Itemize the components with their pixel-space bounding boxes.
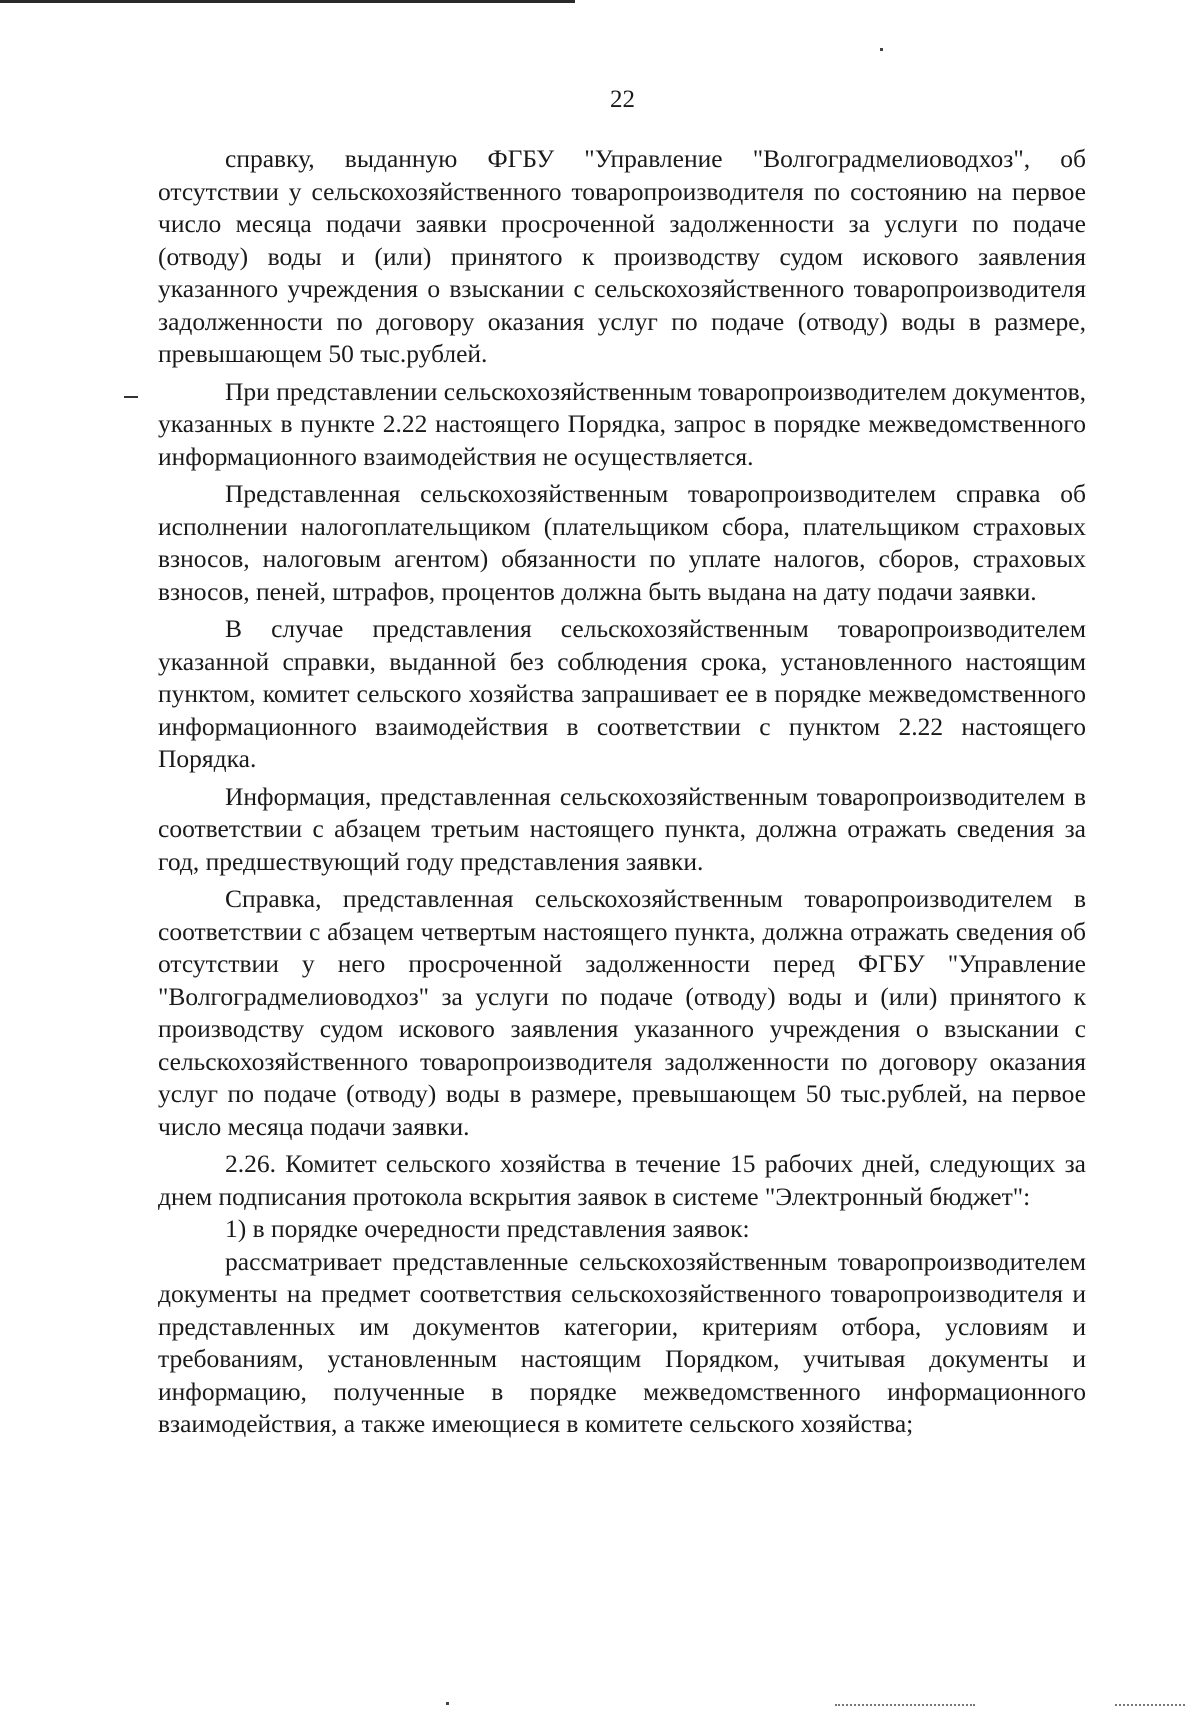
scan-speck xyxy=(880,48,883,51)
paragraph-information-period: Информация, представленная сельскохозяйственным товаропроизводителем в соответствии с абзацем третьим настоящего пункта, должна отражать сведения за год, предшествующий году представления заявки. xyxy=(158,781,1086,876)
paragraph-item-1: 1) в порядке очередности представления заявок: xyxy=(225,1214,750,1243)
paragraph-documents-submitted: При представлении сельскохозяйственным товаропроизводителем документов, указанных в пункте 2.22 настоящего Порядка, запрос в порядке межведомственного информационного взаимодействия не осуществляется. xyxy=(158,376,1086,471)
scan-speck xyxy=(446,1702,449,1705)
paragraph-2-26: 2.26. Комитет сельского хозяйства в течение 15 рабочих дней, следующих за днем подписания протокола вскрытия заявок в системе "Электронный бюджет": xyxy=(158,1149,1086,1211)
paragraph-certificate-fgbu: справку, выданную ФГБУ "Управление "Волгоградмелиоводхоз", об отсутствии у сельскохозяйственного товаропроизводителя по состоянию на первое число месяца подачи заявки просроченной задолженности за услуги по подаче (отводу) воды и (или) принятого к производству судом искового заявления указанного учреждения о взыскании с сельскохозяйственного товаропроизводителя задолженности по договору оказания услуг по подаче (отводу) воды в размере, превышающем 50 тыс.рублей. xyxy=(158,144,1086,368)
paragraph-debt-certificate: Справка, представленная сельскохозяйственным товаропроизводителем в соответствии с абзацем четвертым настоящего пункта, должна отражать сведения об отсутствии у него просроченной задолженности перед ФГБУ "Управление "Волгоградмелиоводхоз" за услуги по подаче (отводу) воды и (или) принятого к производству судом искового заявления указанного учреждения о взыскании с сельскохозяйственного товаропроизводителя задолженности по договору оказания услуг по подаче (отводу) воды в размере, превышающем 50 тыс.рублей, на первое число месяца подачи заявки. xyxy=(158,884,1086,1141)
scan-edge-bottom xyxy=(1115,1704,1185,1708)
document-body xyxy=(158,143,1086,1441)
scan-edge-bottom xyxy=(835,1704,975,1708)
paragraph-review: рассматривает представленные сельскохозяйственным товаропроизводителем документы на предмет соответствия сельскохозяйственного товаропроизводителя и представленных им документов категории, критериям отбора, условиям и требованиям, установленным настоящим Порядком, учитывая документы и информацию, полученные в порядке межведомственного информационного взаимодействия, а также имеющиеся в комитете сельского хозяйства; xyxy=(158,1246,1086,1438)
paragraph-tax-certificate: Представленная сельскохозяйственным товаропроизводителем справка об исполнении налогоплательщиком (плательщиком сбора, плательщиком страховых взносов, налоговым агентом) обязанности по уплате налогов, сборов, страховых взносов, пеней, штрафов, процентов должна быть выдана на дату подачи заявки. xyxy=(158,479,1086,606)
paragraph-expired-certificate: В случае представления сельскохозяйственным товаропроизводителем указанной справки, выданной без соблюдения срока, установленного настоящим пунктом, комитет сельского хозяйства запрашивает ее в порядке межведомственного информационного взаимодействия в соответствии с пунктом 2.22 настоящего Порядка. xyxy=(158,614,1086,773)
page-number: 22 xyxy=(610,86,635,113)
scan-edge-top xyxy=(0,0,575,3)
margin-dash-mark xyxy=(124,396,138,398)
